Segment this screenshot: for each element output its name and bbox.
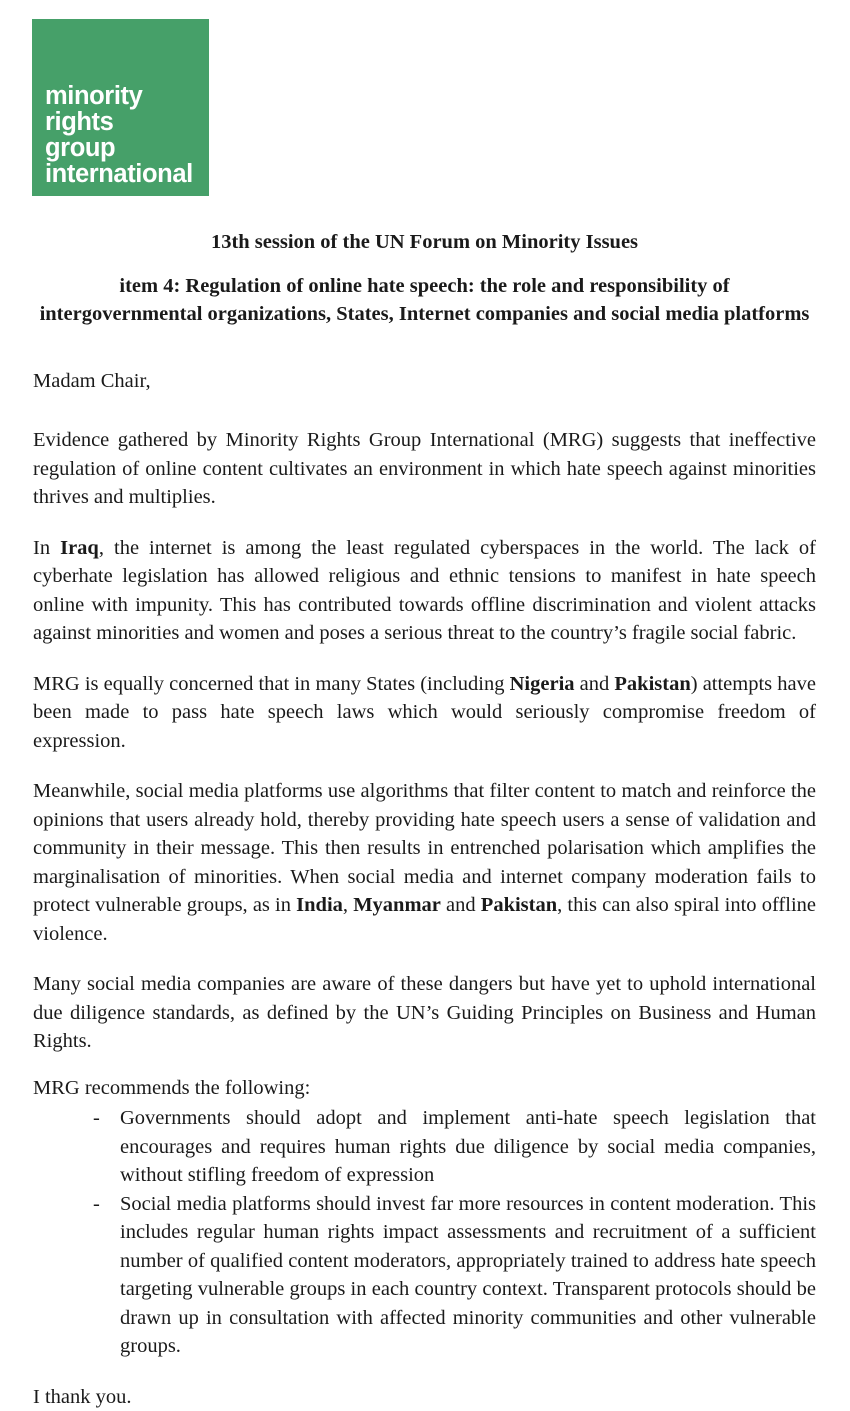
- recommendations-list: [33, 1104, 816, 1361]
- emphasis-text: Pakistan: [614, 673, 690, 695]
- recommendation-text: Governments should adopt and implement anti-hate speech legislation that encourages and requires human rights due diligence by social media companies, without stifling freedom of expression: [120, 1107, 816, 1186]
- mrg-logo-line-4: international: [45, 161, 193, 187]
- body-text: , this can also spiral into offline violence.: [33, 894, 816, 945]
- body-text: and: [441, 894, 481, 916]
- emphasis-text: Nigeria: [510, 673, 575, 695]
- body-text: Evidence gathered by Minority Rights Group International (MRG) suggests that ineffective regulation of online content cultivates an environment in which hate speech against minorities thrives and multiplies.: [33, 429, 816, 508]
- mrg-logo: [32, 19, 209, 196]
- recommendation-item: [33, 1104, 816, 1190]
- body-text: ) attempts have been made to pass hate speech laws which would seriously compromise freedom of expression.: [33, 673, 816, 752]
- list-bullet: -: [93, 1190, 100, 1219]
- paragraph-4: [33, 777, 816, 948]
- body-text: ,: [343, 894, 353, 916]
- emphasis-text: India: [296, 894, 343, 916]
- recommendation-item: [33, 1190, 816, 1361]
- document-body: [33, 368, 816, 1411]
- list-bullet: -: [93, 1104, 100, 1133]
- body-text: Meanwhile, social media platforms use algorithms that filter content to match and reinforce the opinions that users already hold, thereby providing hate speech users a sense of validation and community in their message. This then results in entrenched polarisation which amplifies the marginalisation of minorities. When social media and internet company moderation fails to protect vulnerable groups, as in: [33, 780, 816, 916]
- paragraph-5: [33, 970, 816, 1056]
- paragraph-2: [33, 534, 816, 648]
- emphasis-text: Myanmar: [353, 894, 441, 916]
- body-text: In: [33, 537, 60, 559]
- body-text: MRG is equally concerned that in many States (including: [33, 673, 510, 695]
- page-subtitle: item 4: Regulation of online hate speech: the role and responsibility of intergovernmental organizations, States, Internet companies and social media platforms: [33, 272, 816, 328]
- body-text: , the internet is among the least regulated cyberspaces in the world. The lack of cyberhate legislation has allowed religious and ethnic tensions to manifest in hate speech online with impunity. This has contributed towards offline discrimination and violent attacks against minorities and women and poses a serious threat to the country’s fragile social fabric.: [33, 537, 816, 645]
- closing-line: I thank you.: [33, 1383, 816, 1411]
- mrg-logo-text: [45, 83, 193, 187]
- body-text: Many social media companies are aware of these dangers but have yet to uphold international due diligence standards, as defined by the UN’s Guiding Principles on Business and Human Rights.: [33, 973, 816, 1052]
- mrg-logo-line-1: minority: [45, 83, 193, 109]
- paragraph-1: [33, 426, 816, 512]
- recommendation-text: Social media platforms should invest far more resources in content moderation. This includes regular human rights impact assessments and recruitment of a sufficient number of qualified content moderators, appropriately trained to address hate speech targeting vulnerable groups in each country context. Transparent protocols should be drawn up in consultation with affected minority communities and other vulnerable groups.: [120, 1193, 816, 1358]
- body-text: and: [575, 673, 615, 695]
- recommendations-intro: MRG recommends the following:: [33, 1074, 816, 1103]
- emphasis-text: Pakistan: [481, 894, 557, 916]
- mrg-logo-line-3: group: [45, 135, 193, 161]
- emphasis-text: Iraq: [60, 537, 99, 559]
- paragraph-3: [33, 670, 816, 756]
- page-title: 13th session of the UN Forum on Minority Issues: [33, 228, 816, 256]
- mrg-logo-line-2: rights: [45, 109, 193, 135]
- document-heading-block: [33, 228, 816, 328]
- salutation: Madam Chair,: [33, 368, 816, 394]
